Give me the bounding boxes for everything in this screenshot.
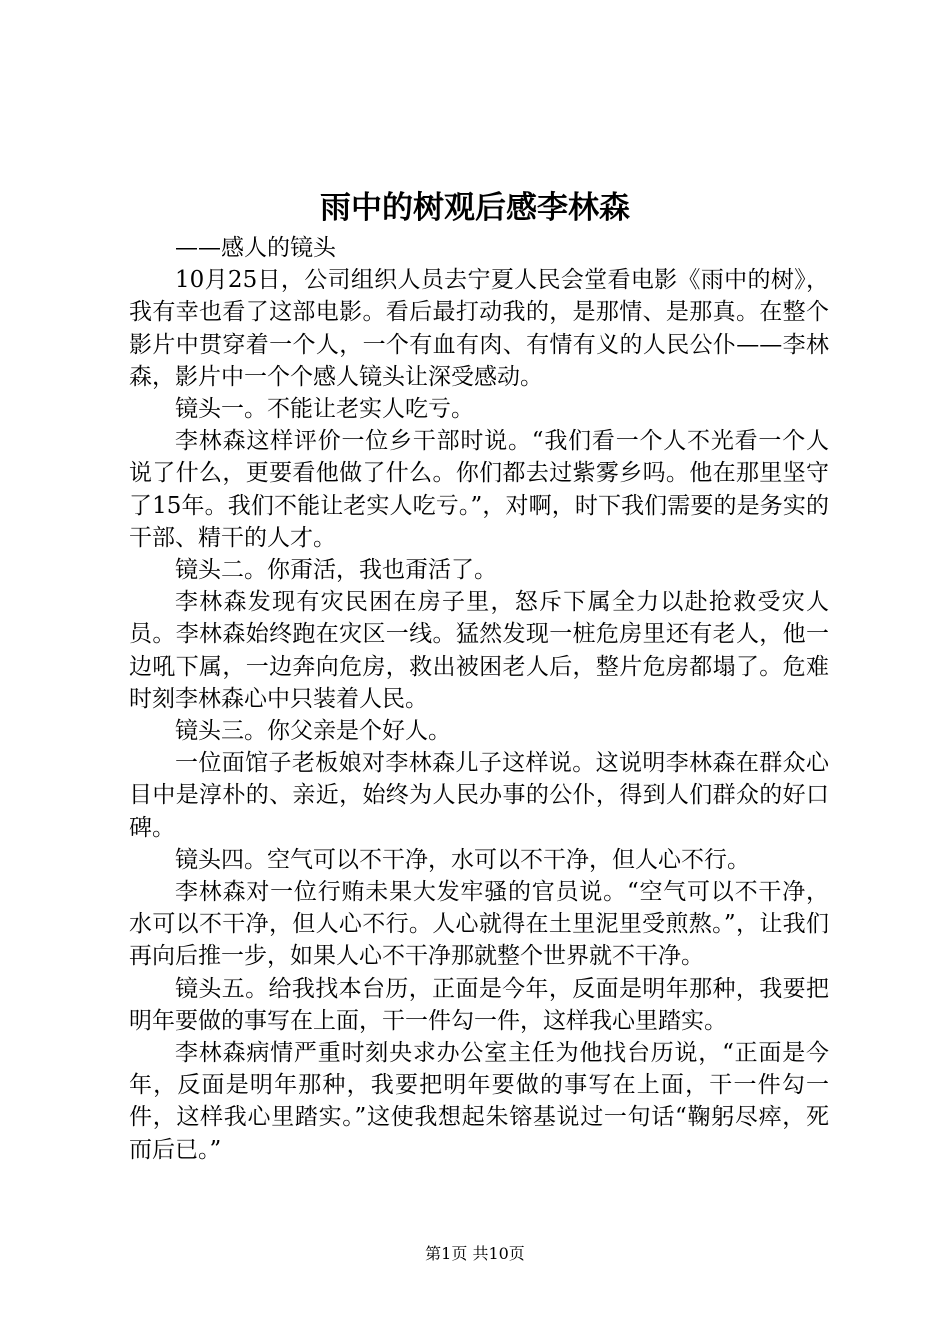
page-number-footer: 第1页 共10页 xyxy=(425,1244,525,1263)
body-paragraph: 李林森病情严重时刻央求办公室主任为他找台历说，“正面是今年，反面是明年那种，我要把明年要做的事写在上面，干一件勾一件，这样我心里踏实。”这使我想起朱镕基说过一句话“鞠躬尽瘁，死而后已。” xyxy=(129,1040,829,1163)
body-paragraph: 一位面馆子老板娘对李林森儿子这样说。这说明李林森在群众心目中是淳朴的、亲近，始终为人民办事的公仆，得到人们群众的好口碑。 xyxy=(129,750,829,841)
scene-heading: 镜头五。给我找本台历，正面是今年，反面是明年那种，我要把明年要做的事写在上面，干一件勾一件，这样我心里踏实。 xyxy=(129,975,829,1034)
body-paragraph: 李林森发现有灾民困在房子里，怒斥下属全力以赴抢救受灾人员。李林森始终跑在灾区一线。猛然发现一桩危房里还有老人，他一边吼下属，一边奔向危房，救出被困老人后，整片危房都塌了。危难时刻李林森心中只装着人民。 xyxy=(129,589,829,712)
document-title: 雨中的树观后感李林森 xyxy=(320,190,630,226)
body-paragraph: 李林森对一位行贿未果大发牢骚的官员说。“空气可以不干净，水可以不干净，但人心不行。人心就得在土里泥里受煎熬。”，让我们再向后推一步，如果人心不干净那就整个世界就不干净。 xyxy=(129,879,829,970)
document-body xyxy=(129,232,829,1166)
subtitle-paragraph: ——感人的镜头 xyxy=(175,235,336,261)
body-paragraph: 10月25日，公司组织人员去宁夏人民会堂看电影《雨中的树》，我有幸也看了这部电影。看后最打动我的，是那情、是那真。在整个影片中贯穿着一个人，一个有血有肉、有情有义的人民公仆——李林森，影片中一个个感人镜头让深受感动。 xyxy=(129,267,829,390)
scene-heading: 镜头二。你甭活，我也甭活了。 xyxy=(175,557,497,584)
scene-heading: 镜头一。不能让老实人吃亏。 xyxy=(175,396,474,423)
body-paragraph: 李林森这样评价一位乡干部时说。“我们看一个人不光看一个人说了什么，更要看他做了什么。你们都去过紫雾乡吗。他在那里坚守了15年。我们不能让老实人吃亏。”，对啊，时下我们需要的是务实的干部、精干的人才。 xyxy=(129,428,829,551)
scene-heading: 镜头四。空气可以不干净，水可以不干净，但人心不行。 xyxy=(175,846,750,873)
scene-heading: 镜头三。你父亲是个好人。 xyxy=(175,718,451,745)
